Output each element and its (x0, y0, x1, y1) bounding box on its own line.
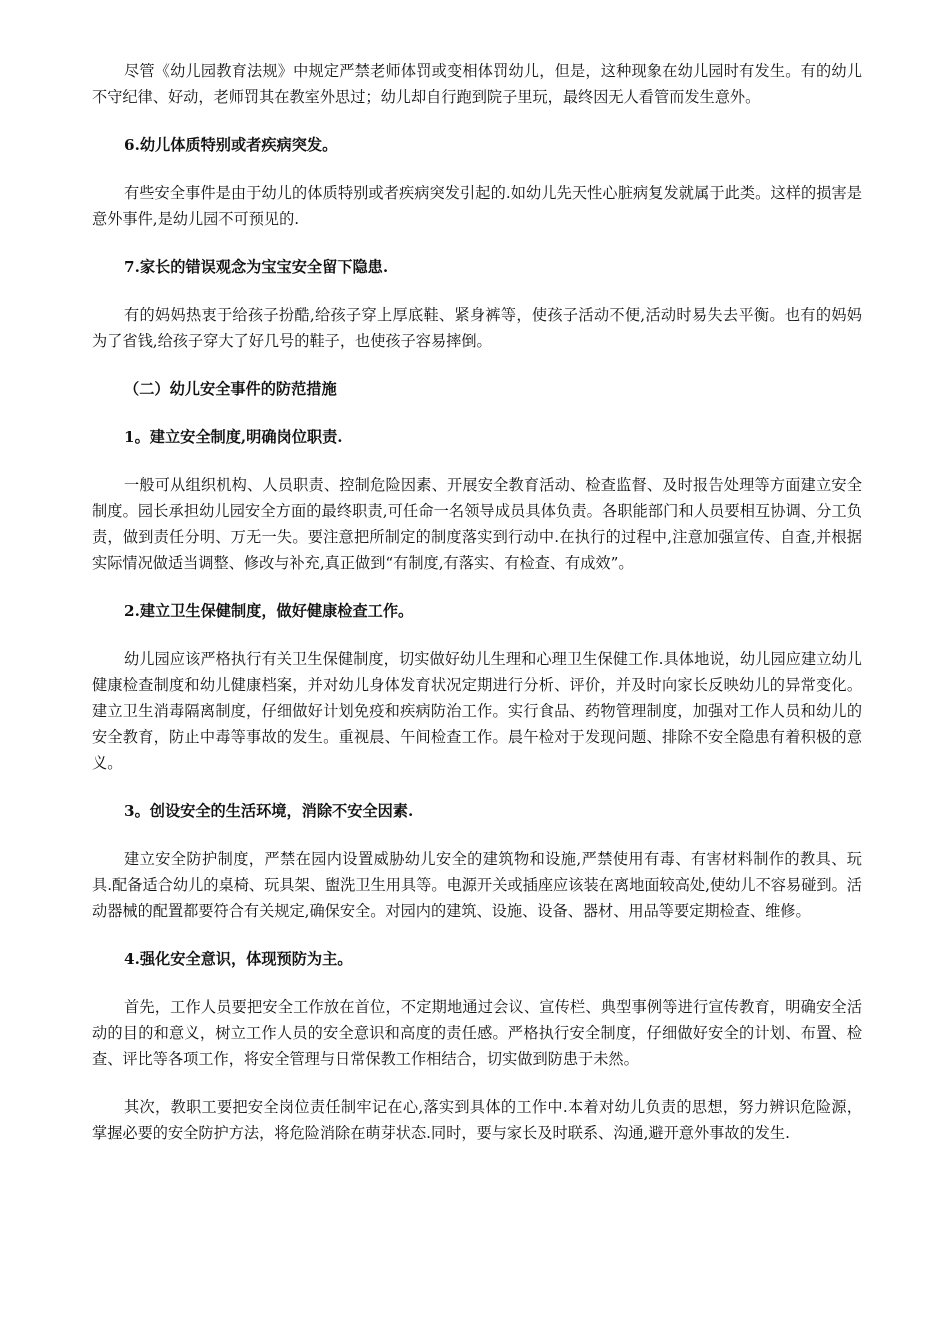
heading-health-care: 2.建立卫生保健制度，做好健康检查工作。 (124, 602, 414, 620)
paragraph-safety-awareness-first: 首先，工作人员要把安全工作放在首位，不定期地通过会议、宣传栏、典型事例等进行宣传教育，明确安全活动的目的和意义，树立工作人员的安全意识和高度的责任感。严格执行安全制度，仔细做好安全的计划、布置、检查、评比等各项工作，将安全管理与日常保教工作相结合，切实做到防患于未然。 (92, 998, 862, 1068)
heading-parent-misconceptions: 7.家长的错误观念为宝宝安全留下隐患. (124, 258, 389, 276)
paragraph-health-care: 幼儿园应该严格执行有关卫生保健制度，切实做好幼儿生理和心理卫生保健工作.具体地说，幼儿园应建立幼儿健康检查制度和幼儿健康档案，并对幼儿身体发育状况定期进行分析、评价，并及时向家长反映幼儿的异常变化。建立卫生消毒隔离制度，仔细做好计划免疫和疾病防治工作。实行食品、药物管理制度，加强对工作人员和幼儿的安全教育，防止中毒等事故的发生。重视晨、午间检查工作。晨午检对于发现问题、排除不安全隐患有着积极的意义。 (92, 650, 862, 772)
section-heading-prevention: （二）幼儿安全事件的防范措施 (124, 380, 337, 398)
paragraph-parent-misconceptions: 有的妈妈热衷于给孩子扮酷,给孩子穿上厚底鞋、紧身裤等，使孩子活动不便,活动时易失去平衡。也有的妈妈为了省钱,给孩子穿大了好几号的鞋子，也使孩子容易摔倒。 (92, 306, 862, 350)
paragraph-safe-environment: 建立安全防护制度，严禁在园内设置威胁幼儿安全的建筑物和设施,严禁使用有毒、有害材料制作的教具、玩具.配备适合幼儿的桌椅、玩具架、盥洗卫生用具等。电源开关或插座应该装在离地面较高处,使幼儿不容易碰到。活动器械的配置都要符合有关规定,确保安全。对园内的建筑、设施、设备、器材、用品等要定期检查、维修。 (92, 850, 862, 920)
heading-safety-system: 1。建立安全制度,明确岗位职责. (124, 428, 343, 446)
document-body (92, 58, 862, 1168)
heading-safety-awareness: 4.强化安全意识，体现预防为主。 (124, 950, 353, 968)
heading-safe-environment: 3。创设安全的生活环境，消除不安全因素. (124, 802, 414, 820)
paragraph-safety-system: 一般可从组织机构、人员职责、控制危险因素、开展安全教育活动、检查监督、及时报告处理等方面建立安全制度。园长承担幼儿园安全方面的最终职责,可任命一名领导成员具体负责。各职能部门和人员要相互协调、分工负责，做到责任分明、万无一失。要注意把所制定的制度落实到行动中.在执行的过程中,注意加强宣传、自查,并根据实际情况做适当调整、修改与补充,真正做到“有制度,有落实、有检查、有成效”。 (92, 476, 862, 572)
paragraph-safety-awareness-second: 其次，教职工要把安全岗位责任制牢记在心,落实到具体的工作中.本着对幼儿负责的思想，努力辨识危险源，掌握必要的安全防护方法，将危险消除在萌芽状态.同时，要与家长及时联系、沟通,避开意外事故的发生. (92, 1098, 862, 1142)
paragraph-physique-illness: 有些安全事件是由于幼儿的体质特别或者疾病突发引起的.如幼儿先天性心脏病复发就属于此类。这样的损害是意外事件,是幼儿园不可预见的. (92, 184, 862, 228)
heading-physique-illness: 6.幼儿体质特别或者疾病突发。 (124, 136, 338, 154)
paragraph-corporal-punishment: 尽管《幼儿园教育法规》中规定严禁老师体罚或变相体罚幼儿，但是，这种现象在幼儿园时有发生。有的幼儿不守纪律、好动，老师罚其在教室外思过；幼儿却自行跑到院子里玩，最终因无人看管而发生意外。 (92, 62, 862, 106)
